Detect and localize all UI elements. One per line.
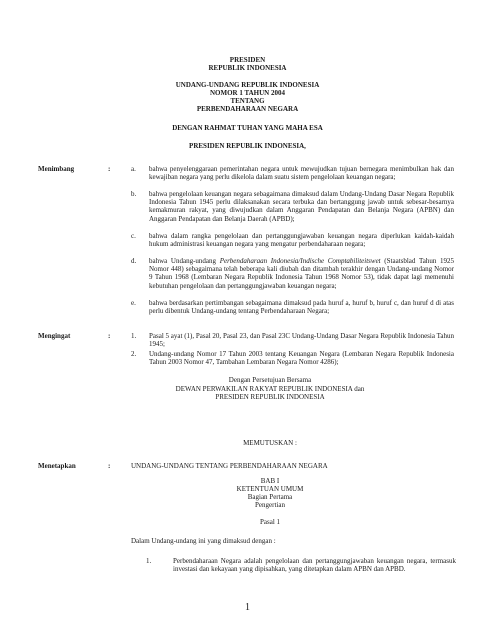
mengingat-mark-2: 2. <box>131 350 137 358</box>
menimbang-item-a: bahwa penyelenggaraan pemerintahan negara untuk mewujudkan tujuan bernegara menimbulkan hak dan kewajiban negara yang perlu dikelola dalam suatu sistem pengelolaan keuangan negara; <box>149 165 454 182</box>
header-president: PRESIDEN <box>229 56 266 64</box>
law-number: NOMOR 1 TAHUN 2004 <box>210 89 285 97</box>
menetapkan-text: UNDANG-UNDANG TENTANG PERBENDAHARAAN NEGARA <box>131 462 328 470</box>
menimbang-mark-c: c. <box>131 232 136 240</box>
president-line: PRESIDEN REPUBLIK INDONESIA, <box>189 142 306 150</box>
chapter-number: BAB I <box>260 477 280 485</box>
mengingat-mark-1: 1. <box>131 332 137 340</box>
approval-line-1: Dengan Persetujuan Bersama <box>228 376 312 384</box>
law-subject: PERBENDAHARAAN NEGARA <box>196 105 299 113</box>
menimbang-item-d-italic: Perbendaharaan Indonesia/Indische Comptabiliteitswet <box>219 257 381 265</box>
menimbang-mark-b: b. <box>131 190 137 198</box>
part-title: Pengertian <box>255 501 285 509</box>
header-republic: REPUBLIK INDONESIA <box>208 64 287 72</box>
mengingat-label: Mengingat <box>38 332 71 340</box>
page-number: 1 <box>245 602 250 613</box>
definition-item-1: Perbendaharaan Negara adalah pengelolaan dan pertanggungjawaban keuangan negara, termasuk investasi dan kekayaan yang dipisahkan, yang ditetapkan dalam APBN dan APBD. <box>173 557 456 574</box>
menimbang-item-b: bahwa pengelolaan keuangan negara sebagaimana dimaksud dalam Undang-Undang Dasar Negara Republik Indonesia Tahun 1945 perlu dilaksanakan secara terbuka dan bertanggung jawab untuk sebesar-besarnya kemakmuran rakyat, yang diwujudkan dalam Anggaran Pendapatan dan Belanja Negara (APBN) dan Anggaran Pendapatan dan Belanja Daerah (APBD); <box>149 190 454 223</box>
menimbang-mark-d: d. <box>131 257 137 265</box>
definition-mark-1: 1. <box>146 557 152 565</box>
grace-line: DENGAN RAHMAT TUHAN YANG MAHA ESA <box>172 124 323 132</box>
definitions-intro: Dalam Undang-undang ini yang dimaksud dengan : <box>131 537 276 545</box>
mengingat-item-1: Pasal 5 ayat (1), Pasal 20, Pasal 23, dan Pasal 23C Undang-Undang Dasar Negara Republik Indonesia Tahun 1945; <box>149 332 454 349</box>
menimbang-item-c: bahwa dalam rangka pengelolaan dan pertanggungjawaban keuangan negara diperlukan kaidah-kaidah hukum administrasi keuangan negara yang mengatur perbendaharaan negara; <box>149 232 454 249</box>
mengingat-item-2: Undang-undang Nomor 17 Tahun 2003 tentang Keuangan Negara (Lembaran Negara Republik Indonesia Tahun 2003 Nomor 47, Tambahan Lembaran Negara Nomor 4286); <box>149 350 454 367</box>
menimbang-item-e: bahwa berdasarkan pertimbangan sebagaimana dimaksud pada huruf a, huruf b, huruf c, dan huruf d di atas perlu dibentuk Undang-undang tentang Perbendaharaan Negara; <box>149 299 454 316</box>
menetapkan-label: Menetapkan <box>38 462 76 470</box>
menetapkan-colon: : <box>108 462 111 470</box>
chapter-title: KETENTUAN UMUM <box>236 485 304 493</box>
article-heading: Pasal 1 <box>259 518 281 526</box>
part-number: Bagian Pertama <box>247 493 293 501</box>
menimbang-mark-a: a. <box>131 165 136 173</box>
menimbang-item-d-after: (Staatsblad Tahun 1925 Nomor 448) sebagaimana telah beberapa kali diubah dan ditambah terakhir dengan Undang-undang Nomor 9 Tahun 1968 (Lembaran Negara Republik Indonesia Tahun 1968 Nomor 53), tidak dapat lagi memenuhi kebutuhan pengelolaan dan pertanggungjawaban keuangan negara; <box>149 257 455 290</box>
mengingat-colon: : <box>108 332 111 340</box>
approval-line-3: PRESIDEN REPUBLIK INDONESIA <box>215 393 325 401</box>
approval-line-2: DEWAN PERWAKILAN RAKYAT REPUBLIK INDONESIA dan <box>175 385 365 393</box>
law-about: TENTANG <box>230 97 265 105</box>
decide-heading: MEMUTUSKAN : <box>243 439 297 447</box>
menimbang-colon: : <box>108 165 111 173</box>
law-title: UNDANG-UNDANG REPUBLIK INDONESIA <box>175 81 320 89</box>
menimbang-label: Menimbang <box>38 165 75 173</box>
menimbang-mark-e: e. <box>131 299 136 307</box>
menimbang-item-d-before: bahwa Undang-undang <box>149 257 220 265</box>
menimbang-item-d <box>149 257 454 290</box>
